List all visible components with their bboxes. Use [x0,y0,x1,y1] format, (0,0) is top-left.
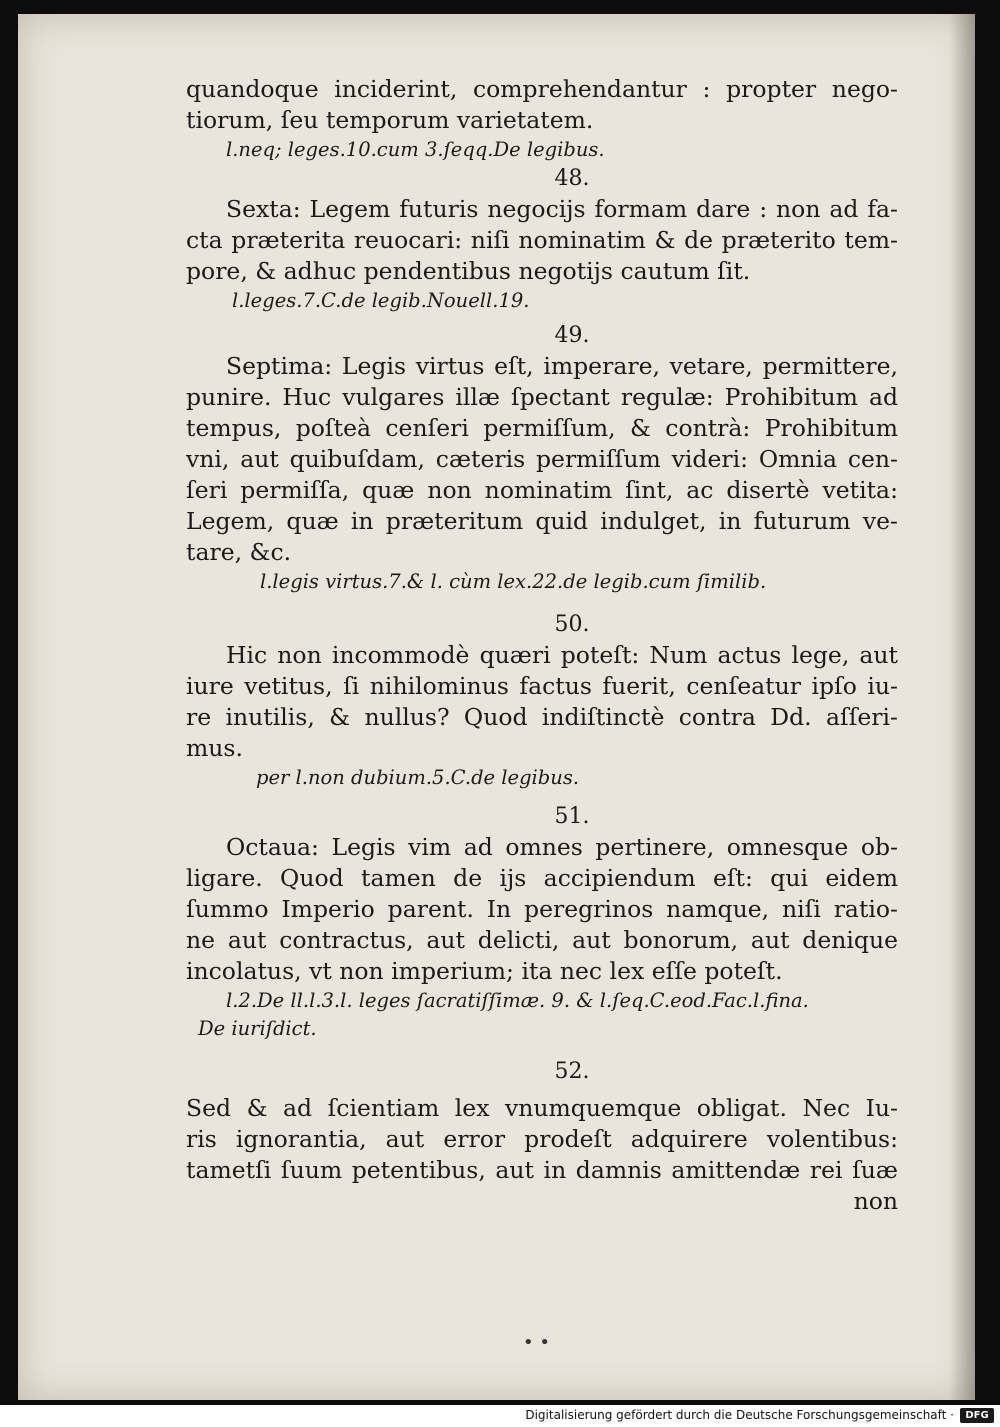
text-line: tare, &c. [186,538,292,566]
section-number: 51. [554,804,590,829]
legal-reference: De iuriſdict. [198,1017,317,1040]
catchword: non [853,1187,898,1215]
text-line: iure vetitus, ſi nihilominus factus fuerit, cenſeatur ipſo iu- [186,672,898,700]
text-line: quandoque inciderint, comprehendantur : propter nego- [186,75,898,103]
legal-reference: l.leges.7.C.de legib.Nouell.19. [232,289,530,312]
section-number: 48. [554,166,590,191]
text-line: incolatus, vt non imperium; ita nec lex eſſe poteſt. [186,957,783,985]
signature-mark: • • [523,1332,550,1353]
text-line: mus. [186,734,243,762]
legal-reference: l.neq; leges.10.cum 3.ſeqq.De legibus. [226,138,605,161]
legal-reference: per l.non dubium.5.C.de legibus. [256,766,580,789]
text-line: cta præterita reuocari: niſi nominatim & de præterito tem- [186,226,898,254]
section-number: 49. [554,323,590,348]
legal-reference: l.2.De ll.l.3.l. leges ſacratiſſimæ. 9. & l.ſeq.C.eod.Fac.l.fina. [226,989,809,1012]
section-number: 52. [554,1059,590,1084]
text-line: Octaua: Legis vim ad omnes pertinere, omnesque ob- [226,833,898,861]
text-line: vni, aut quibuſdam, cæteris permiſſum videri: Omnia cen- [186,445,898,473]
text-line: ſummo Imperio parent. In peregrinos namque, niſi ratio- [186,895,898,923]
section-number: 50. [554,612,590,637]
text-line: tempus, poſteà cenſeri permiſſum, & contrà: Prohibitum [186,414,898,442]
text-line: ligare. Quod tamen de ijs accipiendum eſt: qui eidem [186,864,898,892]
text-line: ris ignorantia, aut error prodeſt adquirere volentibus: [186,1125,898,1153]
text-line: re inutilis, & nullus? Quod indiſtinctè contra Dd. aſſeri- [186,703,898,731]
text-line: Sexta: Legem futuris negocijs formam dare : non ad fa- [226,195,898,223]
funding-credit: Digitalisierung gefördert durch die Deutsche Forschungsgemeinschaft · [525,1408,954,1422]
page-text-block [186,74,898,1217]
text-line: Septima: Legis virtus eſt, imperare, vetare, permittere, [226,352,898,380]
text-line: tiorum, ſeu temporum varietatem. [186,106,594,134]
dfg-logo-icon: DFG [960,1408,994,1423]
text-line: pore, & adhuc pendentibus negotijs cautum ſit. [186,257,751,285]
text-line: ſeri permiſſa, quæ non nominatim ſint, ac disertè vetita: [186,476,898,504]
text-line: Hic non incommodè quæri poteſt: Num actus lege, aut [226,641,898,669]
book-page [18,14,975,1400]
page-gutter-shadow [949,14,975,1400]
text-line: ne aut contractus, aut delicti, aut bonorum, aut denique [186,926,898,954]
text-line: tametſi ſuum petentibus, aut in damnis amittendæ rei ſuæ [186,1156,898,1184]
legal-reference: l.legis virtus.7.& l. cùm lex.22.de legib.cum ſimilib. [260,570,767,593]
digitization-footer [0,1405,1000,1427]
text-line: punire. Huc vulgares illæ ſpectant regulæ: Prohibitum ad [186,383,898,411]
text-line: Legem, quæ in præteritum quid indulget, in futurum ve- [186,507,898,535]
text-line: Sed & ad ſcientiam lex vnumquemque obligat. Nec Iu- [186,1094,898,1122]
